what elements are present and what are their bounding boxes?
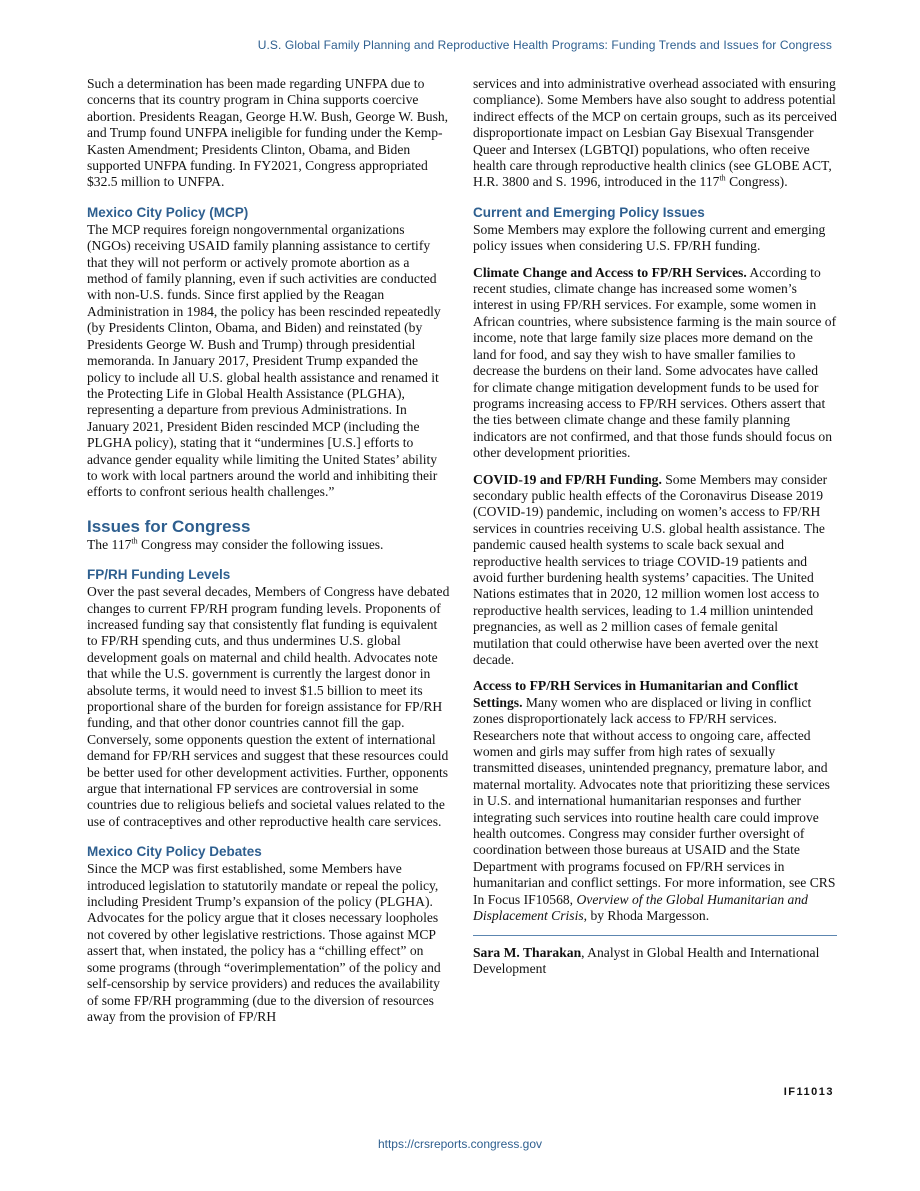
humanitarian-paragraph [473,678,837,924]
author-name: Sara M. Tharakan [473,944,582,960]
covid-lead: COVID-19 and FP/RH Funding. [473,471,662,487]
issues-intro-post: Congress may consider the following issues. [137,536,384,552]
footer-url-link[interactable]: https://crsreports.congress.gov [377,1137,543,1151]
funding-levels-heading: FP/RH Funding Levels [87,567,231,583]
unfpa-paragraph: Such a determination has been made regarding UNFPA due to concerns that its country program in China supports coercive abortion. Presidents Reagan, George H.W. Bush, George W. Bush, and Trump found UNFPA ineligible for funding under the Kemp-Kasten Amendment; Presidents Clinton, Obama, and Biden supported UNFPA funding. In FY2021, Congress appropriated $32.5 million to UNFPA. [87,76,449,190]
climate-lead: Climate Change and Access to FP/RH Services. [473,264,747,280]
issues-intro [87,537,451,553]
mcp-debates-continued [473,76,837,191]
mcp-debates-heading: Mexico City Policy Debates [87,844,262,860]
debates-cont-sup: th [719,173,726,183]
author-title: , Analyst in Global Health and International Development [473,944,820,976]
climate-body: According to recent studies, climate change has increased some women’s interest in using FP/RH services. For example, some women in African countries, where subsistence farming is the main source of income, note that large family size places more demand on the land for food, and say they wish to have smaller families to decrease the burdens on their land. Some advocates have called for climate change mitigation development funds to be used for programs increasing access to FP/RH services. Others assert that the ties between climate change and these family planning indicators are not confirmed, and that those funds should focus on other development priorities. [473,264,837,461]
mcp-heading: Mexico City Policy (MCP) [87,204,249,220]
issues-intro-pre: The 117 [87,536,132,552]
funding-levels-paragraph: Over the past several decades, Members of Congress have debated changes to current FP/RH program funding levels. Proponents of increased funding say that consistently flat funding is equivalent to FP/RH spending cuts, and thus undermines U.S. global development goals on maternal and child health. Advocates note that while the U.S. government is currently the largest donor in absolute terms, it would need to invest $1.5 billion to meet its proportional share of the burden for foreign assistance for FP/RH funding, and that other donor countries cannot fill the gap. Conversely, some opponents question the extent of international demand for FP/RH services and suggest that these resources could be better used for other development activities. Further, opponents argue that international FP services are controversial in some countries due to religious beliefs and societal values related to the use of contraceptives and other reproductive health care services. [87,584,450,829]
issues-intro-sup: th [131,536,138,546]
issues-for-congress-heading: Issues for Congress [87,516,251,536]
document-id: IF11013 [783,1086,834,1098]
covid-body: Some Members may consider secondary public health effects of the Coronavirus Disease 2019 (COVID-19) pandemic, including on women’s access to FP/RH services in countries receiving U.S. global health assistance. The pandemic caused health systems to scale back sexual and reproductive health services to triage COVID-19 patients and avoid further burdening health systems’ capacities. The United Nations estimates that in 2020, 12 million women lost access to reproductive health services, leading to 1.4 million unintended pregnancies, as well as 2 million cases of female genital mutilation that could otherwise have been averted over the next decade. [473,471,828,667]
author-divider [473,935,837,936]
running-header: U.S. Global Family Planning and Reproductive Health Programs: Funding Trends and Issues for Congress [257,38,832,52]
mcp-debates-paragraph: Since the MCP was first established, some Members have introduced legislation to statutorily mandate or repeal the policy, including President Trump’s expansion of the policy (PLGHA). Advocates for the policy argue that it closes necessary loopholes not covered by other legislative restrictions. Those against MCP assert that, when instated, the policy has a “chilling effect” on some programs (through “overimplementation” of the policy and self-censorship by service providers) and reduces the availability of some FP/RH programming (due to the diversion of resources away from the provision of FP/RH [87,861,441,1024]
emerging-issues-intro: Some Members may explore the following current and emerging policy issues when considering U.S. FP/RH funding. [473,221,826,254]
author-block [473,945,837,978]
humanitarian-lead: Access to FP/RH Services in Humanitarian and Conflict Settings. [473,678,799,710]
climate-paragraph [473,265,837,462]
right-column [473,76,837,977]
humanitarian-body: Many women who are displaced or living in conflict zones disproportionately lack access to FP/RH services. Researchers note that without access to ongoing care, affected women and girls may suffer from high rates of sexually transmitted diseases, unintended pregnancy, premature labor, and maternal mortality. Advocates note that prioritizing these services in U.S. and international humanitarian responses and further integrating such services into routine health care could improve health outcomes. Congress may consider further oversight of coordination between those bureaus at USAID and the State Department with programs focused on FP/RH services in humanitarian and conflict settings. For more information, see CRS In Focus IF10568, [473,694,836,907]
mcp-paragraph: The MCP requires foreign nongovernmental organizations (NGOs) receiving USAID family planning assistance to certify that they will not perform or actively promote abortion as a method of family planning, even if such activities are conducted with non-U.S. funds. Since first applied by the Reagan Administration in 1984, the policy has been rescinded repeatedly (by Presidents Clinton, Obama, and Biden) and reinstated (by Presidents George W. Bush and Trump) through presidential memoranda. In January 2017, President Trump expanded the policy to include all U.S. global health assistance and renamed it the Protecting Life in Global Health Assistance (PLGHA), representing a departure from previous Administrations. In January 2021, President Biden rescinded MCP (including the PLGHA policy), stating that it “undermines [U.S.] efforts to advance gender equality while limiting the United States’ ability to work with local partners around the world and inhibiting their efforts to confront serious health challenges.” [87,221,441,500]
left-column [87,76,451,1025]
debates-cont-post: Congress). [725,174,788,190]
covid-paragraph [473,472,837,669]
humanitarian-ref-title: Overview of the Global Humanitarian and Displacement Crisis [473,891,808,924]
emerging-issues-heading: Current and Emerging Policy Issues [473,204,705,220]
humanitarian-ref-author: , by Rhoda Margesson. [583,908,710,924]
debates-cont-pre: services and into administrative overhead associated with ensuring compliance). Some Members have also sought to address potential indirect effects of the MCP on certain groups, such as its perceived disproportionate impact on Lesbian Gay Bisexual Transgender Queer and Intersex (LGBTQI) populations, who often receive health care through reproductive health clinics (see GLOBE ACT, H.R. 3800 and S. 1996, introduced in the 117 [473,76,837,190]
